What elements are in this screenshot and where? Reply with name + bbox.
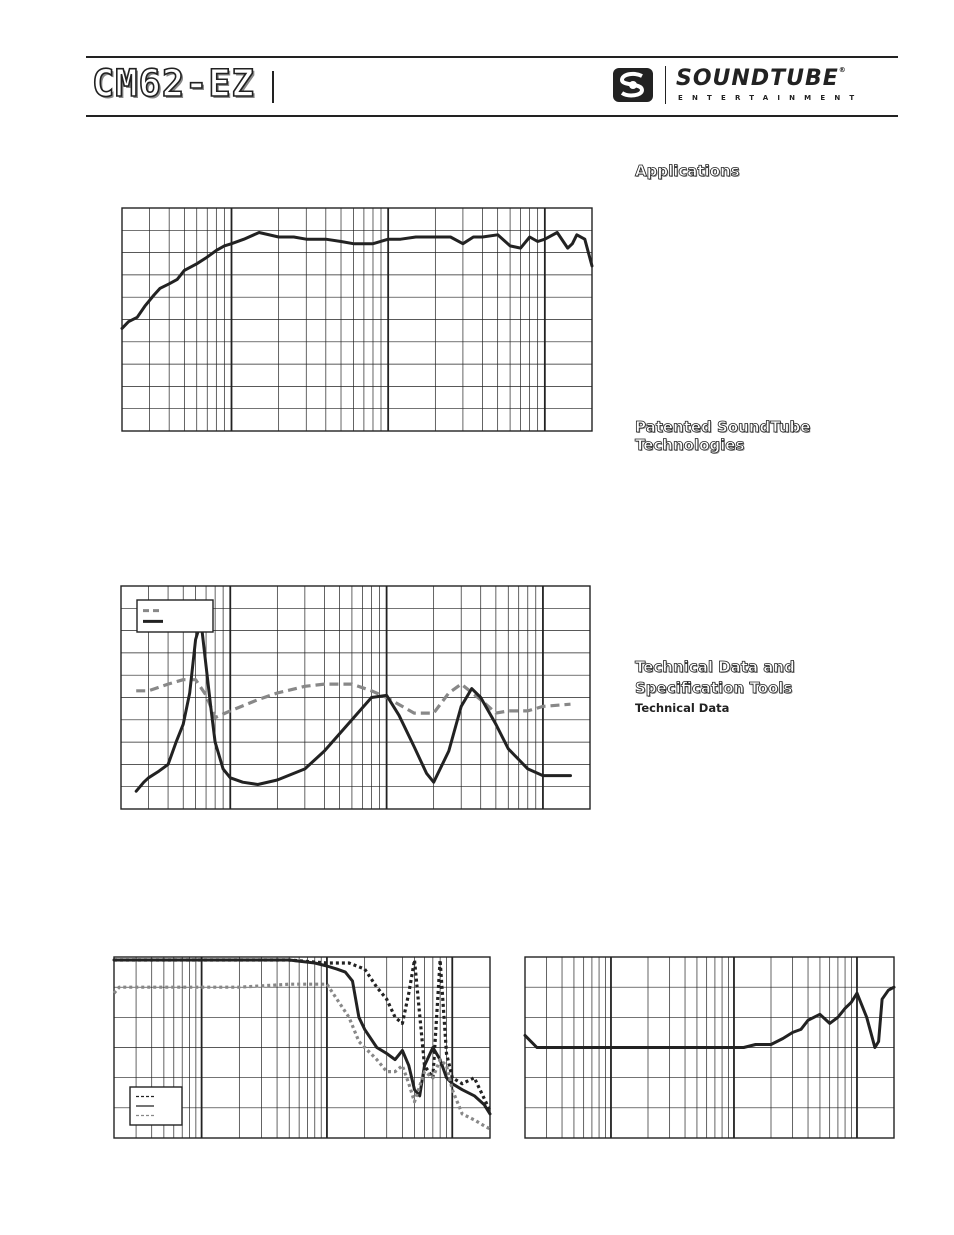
legend xyxy=(130,1087,182,1125)
right-response-chart xyxy=(525,957,894,1138)
legend-box xyxy=(137,600,213,632)
logo-divider xyxy=(665,66,666,104)
impedance-phase-chart xyxy=(121,586,590,809)
legend xyxy=(137,600,213,632)
title-divider xyxy=(272,71,274,103)
applications-heading: Applications xyxy=(635,162,740,180)
series-line-2 xyxy=(136,622,570,792)
product-title: CM62-EZ xyxy=(92,62,255,105)
patented-heading-line2: Technologies xyxy=(635,436,745,454)
patented-heading xyxy=(635,418,810,454)
frequency-response-chart xyxy=(122,208,592,431)
header-bottom-rule xyxy=(86,115,898,117)
series-line-1 xyxy=(136,680,570,718)
technical-heading xyxy=(635,657,795,699)
series-line-1 xyxy=(122,233,592,329)
brand-tagline: ENTERTAINMENT xyxy=(678,94,864,102)
technical-heading-line2: Specification Tools xyxy=(635,679,793,697)
technical-subheading: Technical Data xyxy=(635,701,730,715)
top-rule xyxy=(86,56,898,58)
off-axis-response-chart xyxy=(114,957,490,1138)
soundtube-logo-icon xyxy=(612,67,654,103)
patented-heading-line1: Patented SoundTube xyxy=(635,418,811,436)
technical-heading-line1: Technical Data and xyxy=(635,658,795,676)
grid-lines xyxy=(122,208,592,431)
brand-name: SOUNDTUBE® xyxy=(676,66,847,91)
